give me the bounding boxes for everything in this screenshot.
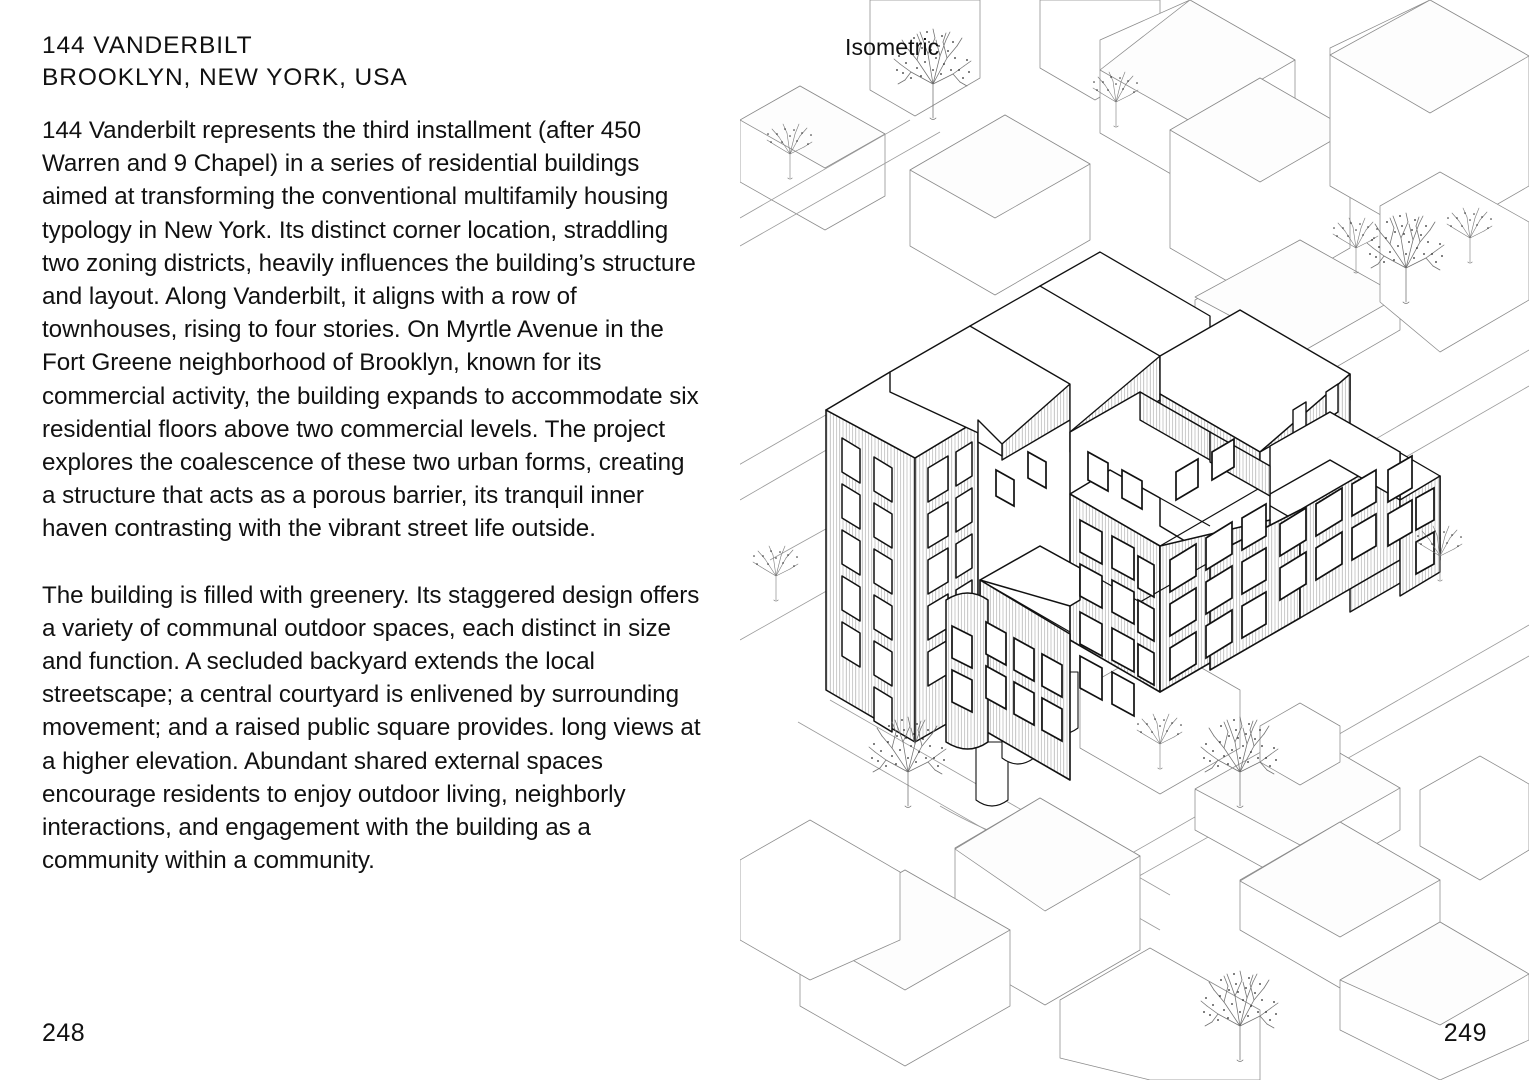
left-page bbox=[0, 0, 740, 1080]
right-page bbox=[740, 0, 1529, 1080]
paragraph-1: 144 Vanderbilt represents the third installment (after 450 Warren and 9 Chapel) in a series of residential buildings aimed at transforming the conventional multifamily housing typology in New York. Its distinct corner location, straddling two zoning districts, heavily influences the building’s structure and layout. Along Vanderbilt, it aligns with a row of townhouses, rising to four stories. On Myrtle Avenue in the Fort Greene neighborhood of Brooklyn, known for its commercial activity, the building expands to accommodate six residential floors above two commercial levels. The project explores the coalescence of these two urban forms, creating a structure that acts as a porous barrier, its tranquil inner haven contrasting with the vibrant street life outside. bbox=[42, 117, 699, 543]
paragraph-2: The building is filled with greenery. Its staggered design offers a variety of communal outdoor spaces, each distinct in size and function. A secluded backyard extends the local streetscape; a central courtyard is enlivened by surrounding movement; and a raised public square provides. long views at a higher elevation. Abundant shared external spaces encourage residents to enjoy outdoor living, neighborly interactions, and engagement with the building as a community within a community. bbox=[42, 581, 701, 875]
page-number-left: 248 bbox=[42, 1019, 86, 1047]
project-title bbox=[42, 30, 682, 94]
page-number-right: 249 bbox=[1443, 1019, 1487, 1047]
figure-caption: Isometric bbox=[845, 34, 940, 60]
isometric-drawing-svg bbox=[740, 0, 1529, 1080]
project-description bbox=[42, 114, 702, 910]
left-wing-mass bbox=[826, 410, 915, 742]
project-title-location: BROOKLYN, NEW YORK, USA bbox=[42, 64, 408, 91]
isometric-drawing bbox=[740, 0, 1529, 1080]
project-title-name: 144 VANDERBILT bbox=[42, 32, 253, 59]
